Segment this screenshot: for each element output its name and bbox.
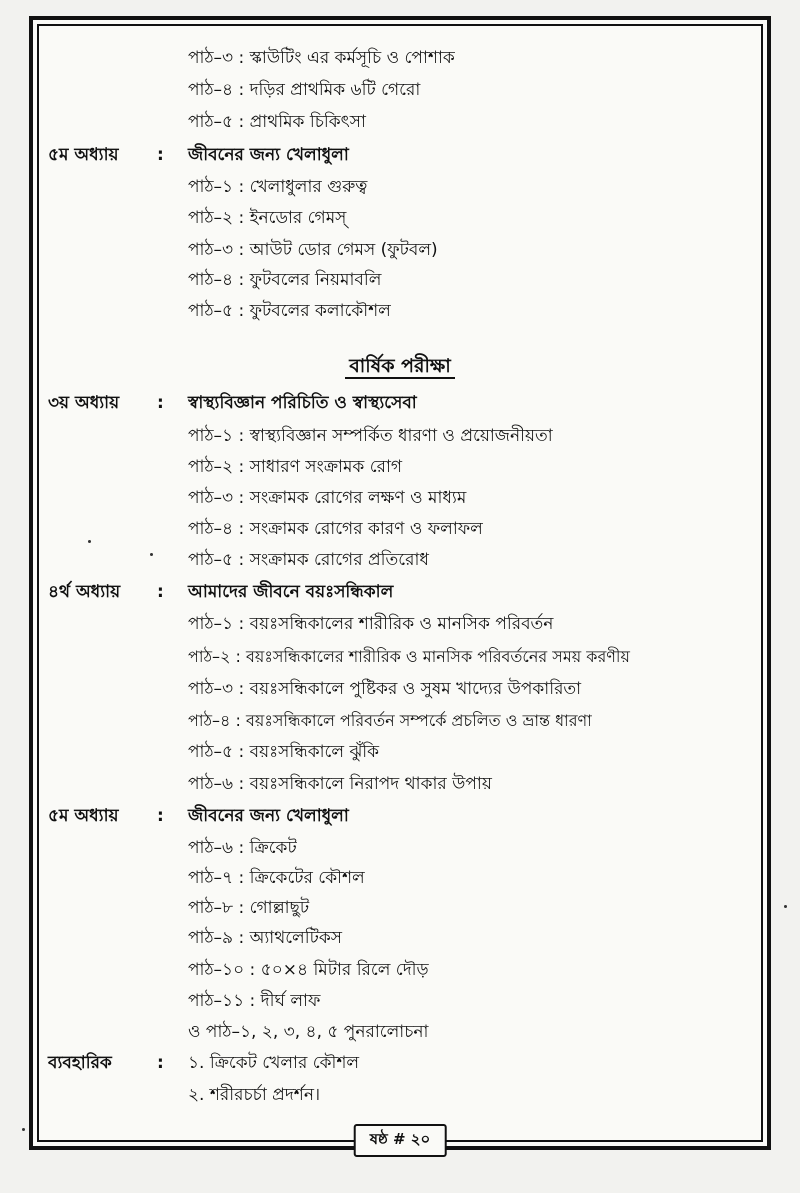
lesson-row: [0, 768, 800, 800]
lesson-text: পাঠ–১ : বয়ঃসন্ধিকালের শারীরিক ও মানসিক পরিবর্তন: [188, 614, 554, 634]
chapter-row: [0, 800, 800, 832]
lesson-text: পাঠ–৯ : অ্যাথলেটিকস: [188, 928, 342, 948]
chapter-colon: :: [157, 1053, 164, 1073]
lesson-text: পাঠ–২ : বয়ঃসন্ধিকালের শারীরিক ও মানসিক পরিবর্তনের সময় করণীয়: [188, 647, 630, 666]
lesson-row: [0, 954, 800, 986]
lesson-row: [0, 641, 800, 673]
chapter-title: স্বাস্থ্যবিজ্ঞান পরিচিতি ও স্বাস্থ্যসেবা: [188, 393, 417, 413]
lesson-row: [0, 420, 800, 452]
lesson-row: [0, 1079, 800, 1111]
chapter-label: ৫ম অধ্যায়: [48, 806, 119, 826]
page-number-badge: ষষ্ঠ # ২০: [354, 1124, 447, 1157]
scan-speck: [88, 540, 91, 543]
lesson-text: পাঠ–৪ : ফুটবলের নিয়মাবলি: [188, 270, 382, 290]
lesson-text: পাঠ–৭ : ক্রিকেটের কৌশল: [188, 868, 365, 888]
lesson-row: [0, 74, 800, 106]
chapter-colon: :: [157, 393, 164, 413]
lesson-text: পাঠ–২ : ইনডোর গেমস্: [188, 208, 347, 228]
lesson-row: [0, 608, 800, 640]
lesson-row: [0, 42, 800, 74]
lesson-text: ও পাঠ–১, ২, ৩, ৪, ৫ পুনরালোচনা: [188, 1022, 429, 1042]
lesson-text: পাঠ–৪ : দড়ির প্রাথমিক ৬টি গেরো: [188, 80, 421, 100]
chapter-label: ৩য় অধ্যায়: [48, 393, 120, 413]
section-heading: [0, 352, 800, 384]
lesson-row: [0, 673, 800, 705]
lesson-row: [0, 862, 800, 894]
practical-item: ১. ক্রিকেট খেলার কৌশল: [188, 1053, 360, 1073]
lesson-row: [0, 451, 800, 483]
scan-speck: [784, 905, 787, 908]
lesson-text: পাঠ–৫ : ফুটবলের কলাকৌশল: [188, 301, 391, 321]
chapter-row: [0, 387, 800, 419]
lesson-text: পাঠ–৩ : আউট ডোর গেমস (ফুটবল): [188, 240, 438, 260]
lesson-text: পাঠ–১১ : দীর্ঘ লাফ: [188, 991, 321, 1011]
lesson-text: পাঠ–১ : খেলাধুলার গুরুত্ব: [188, 177, 368, 197]
lesson-text: পাঠ–৩ : সংক্রামক রোগের লক্ষণ ও মাধ্যম: [188, 488, 467, 508]
lesson-text: পাঠ–৫ : বয়ঃসন্ধিকালে ঝুঁকি: [188, 742, 380, 762]
lesson-text: পাঠ–১০ : ৫০×৪ মিটার রিলে দৌড়: [188, 960, 429, 980]
chapter-row: [0, 1047, 800, 1079]
lesson-text: পাঠ–৫ : প্রাথমিক চিকিৎসা: [188, 112, 366, 132]
practical-label: ব্যবহারিক: [48, 1053, 112, 1073]
lesson-row: [0, 482, 800, 514]
lesson-text: পাঠ–৬ : বয়ঃসন্ধিকালে নিরাপদ থাকার উপায়: [188, 774, 492, 794]
scan-speck: [22, 1128, 25, 1131]
chapter-row: [0, 576, 800, 608]
practical-item: ২. শরীরচর্চা প্রদর্শন।: [188, 1085, 321, 1105]
lesson-text: পাঠ–৮ : গোল্লাছুট: [188, 898, 310, 918]
lesson-text: পাঠ–৫ : সংক্রামক রোগের প্রতিরোধ: [188, 550, 429, 570]
lesson-row: [0, 171, 800, 203]
lesson-row: [0, 832, 800, 864]
chapter-title: জীবনের জন্য খেলাধুলা: [188, 806, 349, 826]
lesson-text: পাঠ–১ : স্বাস্থ্যবিজ্ঞান সম্পর্কিত ধারণা ও প্রয়োজনীয়তা: [188, 426, 553, 446]
scan-speck: [150, 553, 153, 556]
chapter-row: [0, 139, 800, 171]
chapter-colon: :: [157, 806, 164, 826]
lesson-text: পাঠ–৬ : ক্রিকেট: [188, 838, 297, 858]
lesson-row: [0, 892, 800, 924]
lesson-row: [0, 1016, 800, 1048]
lesson-row: [0, 234, 800, 266]
chapter-title: আমাদের জীবনে বয়ঃসন্ধিকাল: [188, 582, 394, 602]
lesson-row: [0, 264, 800, 296]
lesson-text: পাঠ–৩ : স্কাউটিং এর কর্মসূচি ও পোশাক: [188, 48, 455, 68]
lesson-row: [0, 736, 800, 768]
chapter-label: ৫ম অধ্যায়: [48, 145, 119, 165]
lesson-text: পাঠ–৩ : বয়ঃসন্ধিকালে পুষ্টিকর ও সুষম খাদ্যের উপকারিতা: [188, 679, 582, 699]
lesson-row: [0, 295, 800, 327]
lesson-row: [0, 544, 800, 576]
lesson-text: পাঠ–৪ : বয়ঃসন্ধিকালে পরিবর্তন সম্পর্কে প্রচলিত ও ভ্রান্ত ধারণা: [188, 711, 592, 730]
chapter-colon: :: [157, 582, 164, 602]
chapter-label: ৪র্থ অধ্যায়: [48, 582, 121, 602]
section-heading-text: বার্ষিক পরীক্ষা: [345, 355, 455, 379]
chapter-colon: :: [157, 145, 164, 165]
lesson-row: [0, 202, 800, 234]
lesson-text: পাঠ–২ : সাধারণ সংক্রামক রোগ: [188, 457, 403, 477]
lesson-row: [0, 985, 800, 1017]
lesson-text: পাঠ–৪ : সংক্রামক রোগের কারণ ও ফলাফল: [188, 519, 483, 539]
lesson-row: [0, 922, 800, 954]
lesson-row: [0, 513, 800, 545]
chapter-title: জীবনের জন্য খেলাধুলা: [188, 145, 349, 165]
lesson-row: [0, 705, 800, 737]
lesson-row: [0, 106, 800, 138]
